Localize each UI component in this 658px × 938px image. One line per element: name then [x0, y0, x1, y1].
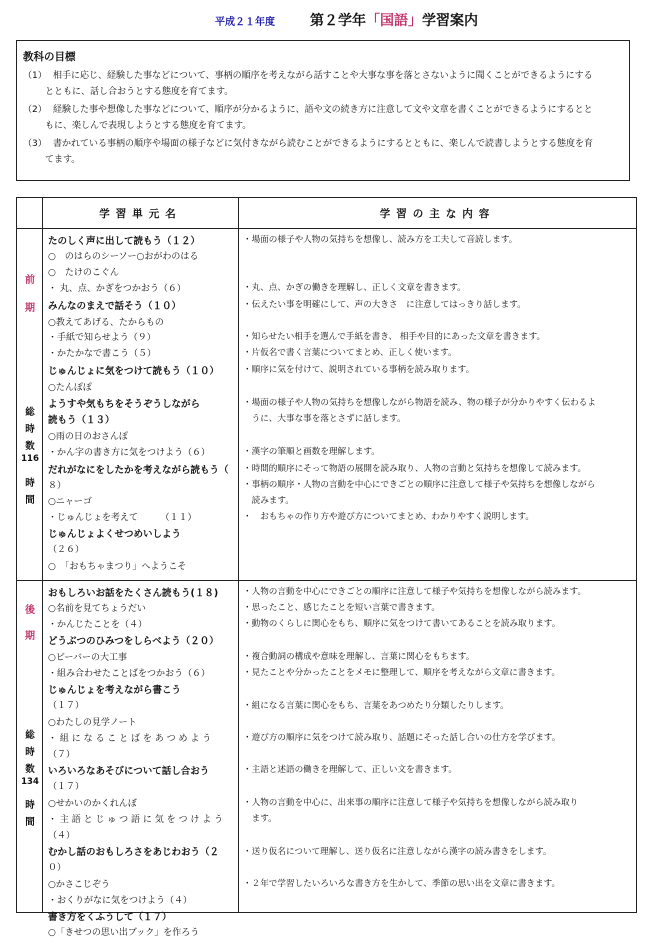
total-hours-value: 134 — [21, 777, 39, 787]
unit-line: ８） — [48, 481, 67, 491]
study-plan-table — [16, 197, 637, 938]
school-year: 平成２１年度 — [215, 17, 275, 28]
total-hours-label: 総 — [25, 407, 35, 418]
units-header: 学習単元名 — [43, 198, 239, 229]
title-suffix: 学習案内 — [422, 13, 478, 29]
total-hours-label: 数 — [25, 441, 35, 452]
unit-line: ○ のはらのシーソー○おがわのはる — [48, 252, 199, 262]
unit-line: ・ 主 語 と じ ゅ つ 語 に 気 を つ け よ う — [48, 815, 224, 825]
goal-text: 経験した事や想像した事などについて、順序が分かるように、語や文の続き方に注意して文や文章を書くことができるようにするとと — [53, 105, 593, 115]
unit-line: ・かたかなで書こう（５） — [48, 349, 157, 359]
content-line: ・漢字の筆順と画数を理解します。 — [243, 447, 380, 457]
unit-line: （１７） — [48, 782, 85, 792]
content-line: 読みます。 — [243, 496, 294, 506]
unit-line: だれがなにをしたかを考えながら読もう（ — [48, 465, 229, 476]
unit-line: おもしろいお話をたくさん読もう(１８) — [48, 588, 219, 599]
unit-line: ○「きせつの思い出ブック」を作ろう — [48, 928, 200, 938]
content-line: ・順序に気を付けて、説明されている事柄を読み取ります。 — [243, 365, 475, 375]
content-line: ・場面の様子や人物の気持ちを想像しながら物語を読み、物の様子が分かりやすく伝わるよ — [243, 398, 596, 408]
term-label: 後 — [25, 605, 35, 616]
goal-item — [23, 103, 623, 134]
unit-line: （７） — [48, 750, 76, 760]
unit-line: ・じゅんじょを考えて （１１） — [48, 513, 197, 523]
content-line: ・丸、点、かぎの働きを理解し、正しく文章を書きます。 — [243, 283, 466, 293]
unit-line: （４） — [48, 831, 76, 841]
goal-item — [23, 137, 623, 168]
unit-line: ○たんぽぽ — [48, 383, 92, 393]
unit-line: ○名前を見てちょうだい — [48, 604, 146, 614]
term-label: 期 — [25, 303, 35, 314]
term-label: 期 — [25, 631, 35, 642]
second-term-contents — [239, 581, 637, 913]
total-hours-label: 時 — [25, 478, 35, 489]
unit-line: ○かさこじぞう — [48, 880, 110, 890]
unit-line: じゅんじょよくせつめいしよう — [48, 529, 182, 540]
content-line: ・知らせたい相手を選んで手紙を書き、 相手や目的にあった文章を書きます。 — [243, 332, 546, 342]
content-line: ・見たことや分かったことをメモに整理して、順序を考えながら文章に書きます。 — [243, 668, 561, 678]
unit-line: 読もう（１３） — [48, 415, 115, 426]
content-line: ・片仮名で書く言葉についてまとめ、正しく使います。 — [243, 348, 457, 358]
unit-line: ・ 組 に な る こ と ば を あ つ め よ う — [48, 734, 212, 744]
goal-number: （2） — [23, 105, 47, 115]
goal-text: てます。 — [45, 154, 81, 165]
goal-text: もに、楽しんで表現しようとする態度を育てます。 — [45, 120, 252, 131]
first-term-units — [43, 229, 239, 581]
content-line: ・事柄の順序・人物の言動を中心にできごとの順序に注意して様子や気持ちを想像しながら — [243, 480, 596, 490]
goal-item — [23, 69, 623, 100]
unit-line: ・手紙で知らせよう（９） — [48, 333, 156, 343]
content-line: ・場面の様子や人物の気持ちを想像し、読み方を工夫して音読します。 — [243, 235, 518, 245]
unit-line: どうぶつのひみつをしらべよう（２０） — [48, 636, 219, 647]
unit-line: ○ビーバーの大工事 — [48, 653, 128, 663]
content-line: ・組になる言葉に関心をもち、言葉をあつめたり分類したりします。 — [243, 701, 509, 711]
unit-line: ０） — [48, 863, 67, 873]
second-term-row — [17, 581, 637, 913]
unit-line: たのしく声に出して読もう（１２） — [48, 236, 201, 247]
goal-number: （1） — [23, 71, 47, 81]
unit-line: ・組み合わせたことばをつかおう（６） — [48, 669, 211, 679]
unit-line: ・ 丸、点、かぎをつかおう（６） — [48, 284, 186, 294]
unit-line: ○ たけのこぐん — [48, 268, 119, 278]
total-hours-label: 時 — [25, 747, 35, 758]
unit-line: ・かん字の書き方に気をつけよう（６） — [48, 448, 211, 458]
unit-line: ○教えてあげる、たからもの — [48, 318, 164, 328]
content-line: ・人物の言動を中心に、出来事の順序に注意して様子や気持ちを想像しながら読み取り — [243, 798, 579, 808]
term-header — [17, 198, 43, 229]
table-header-row — [17, 198, 637, 229]
content-line: うに、大事な事を落とさずに話します。 — [243, 414, 406, 424]
term-label: 前 — [25, 275, 35, 286]
first-term-side — [17, 229, 43, 581]
unit-line: ○ニャーゴ — [48, 497, 92, 507]
total-hours-label: 間 — [25, 817, 35, 828]
unit-line: いろいろなあそびについて話し合おう — [48, 766, 210, 777]
unit-line: ○ 「おもちゃまつり」へようこそ — [48, 562, 187, 572]
content-line: ・時間的順序にそって物語の展開を読み取り、人物の言動と気持ちを想像して読みます。 — [243, 464, 587, 474]
title-subject: 「国語」 — [366, 13, 422, 29]
total-hours-value: 116 — [21, 454, 39, 464]
first-term-row — [17, 229, 637, 581]
unit-line: じゅんじょを考えながら書こう — [48, 685, 182, 696]
goal-text: とともに、話し合おうとする態度を育てます。 — [45, 86, 234, 97]
unit-line: みんなのまえで話そう（１０） — [48, 301, 182, 312]
unit-line: （１７） — [48, 701, 85, 711]
content-line: ・人物の言動を中心にできごとの順序に注意して様子や気持ちを想像しながら読みます。 — [243, 587, 587, 597]
unit-line: ・かんじたことを（４） — [48, 620, 148, 630]
content-line: ・伝えたい事を明確にして、声の大きさ に注意してはっきり話します。 — [243, 300, 526, 310]
content-line: ・思ったこと、感じたことを短い言葉で書きます。 — [243, 603, 440, 613]
unit-line: ・おくりがなに気をつけよう（４） — [48, 896, 193, 906]
goal-text: 相手に応じ、経験した事などについて、事柄の順序を考えながら話すことや大事な事を落とさないように聞くことができるようにする — [53, 71, 593, 81]
content-line: ・送り仮名について理解し、送り仮名に注意しながら漢字の読み書きをします。 — [243, 847, 552, 857]
total-hours-label: 間 — [25, 495, 35, 506]
unit-line: 書き方をくふうして（１７） — [48, 912, 172, 923]
first-term-contents — [239, 229, 637, 581]
content-line: ・複合動詞の構成や意味を理解し、言葉に関心をもちます。 — [243, 652, 475, 662]
content-line: ・主語と述語の働きを理解して、正しい文を書きます。 — [243, 765, 457, 775]
unit-line: むかし話のおもしろさをあじわおう（２ — [48, 847, 220, 858]
unit-line: （２６） — [48, 545, 85, 555]
content-line: ・遊び方の順序に気をつけて読み取り、話題にそった話し合いの仕方を学びます。 — [243, 733, 561, 743]
unit-line: ○雨の日のおさんぽ — [48, 432, 128, 442]
title-grade: 第２学年 — [310, 13, 366, 29]
second-term-units — [43, 581, 239, 938]
goal-text: 書かれている事柄の順序や場面の様子などに気付きながら読むことができるようにするとともに、楽しんで読書しようとする態度を育 — [53, 139, 594, 149]
subject-goals-box — [16, 40, 630, 181]
content-header: 学習の主な内容 — [239, 198, 637, 229]
header — [0, 10, 658, 30]
total-hours-label: 時 — [25, 800, 35, 811]
content-line: ・ おもちゃの作り方や遊び方についてまとめ、わかりやすく説明します。 — [243, 512, 534, 522]
content-line: ・動物のくらしに関心をもち、順序に気をつけて書いてあることを読み取ります。 — [243, 619, 561, 629]
unit-line: ○せかいのかくれんぼ — [48, 799, 137, 809]
goal-number: （3） — [23, 139, 47, 149]
goals-heading: 教科の目標 — [23, 51, 76, 63]
unit-line: ようすや気もちをそうぞうしながら — [48, 399, 201, 410]
total-hours-label: 総 — [25, 730, 35, 741]
content-line: ます。 — [243, 814, 277, 824]
total-hours-label: 数 — [25, 764, 35, 775]
page-title — [310, 10, 478, 30]
content-line: ・２年で学習したいろいろな書き方を生かして、季節の思い出を文章に書きます。 — [243, 879, 561, 889]
total-hours-label: 時 — [25, 424, 35, 435]
unit-line: ○わたしの見学ノート — [48, 718, 137, 728]
unit-line: じゅんじょに気をつけて読もう（１０） — [48, 366, 220, 377]
second-term-side — [17, 581, 43, 913]
